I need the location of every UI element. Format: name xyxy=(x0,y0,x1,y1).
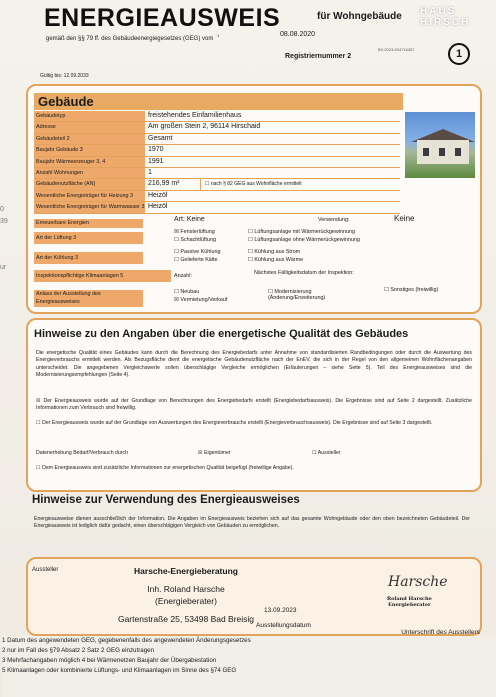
cooling-opt1: ☐ Passive Kühlung xyxy=(174,249,221,255)
building-photo xyxy=(405,112,475,178)
occasion-opt2: ☒ Vermietung/Verkauf xyxy=(174,297,228,303)
row-label: Gebäudetyp xyxy=(34,111,145,121)
row-label: Baujahr Wärmeerzeuger 3, 4 xyxy=(34,157,145,167)
ventilation-opt3: ☐ Lüftungsanlage mit Wärmerückgewinnung xyxy=(248,229,356,235)
document-title: ENERGIEAUSWEIS xyxy=(44,4,281,32)
issuer-name: Inh. Roland Harsche xyxy=(147,584,225,594)
occasion-opt3: ☐ Modernisierung (Änderung/Erweiterung) xyxy=(268,289,326,301)
table-row xyxy=(34,168,400,179)
issue-date: 13.09.2023 xyxy=(264,607,297,614)
renewable-use-value: Keine xyxy=(394,214,415,223)
row-value: Am großen Stein 2, 96114 Hirschaid xyxy=(148,123,261,131)
stamp-role: Energieberater xyxy=(388,602,431,608)
quality-hints-section xyxy=(26,318,482,492)
quality-hints-heading: Hinweise zu den Angaben über die energetische Qualität des Gebäudes xyxy=(34,328,409,340)
building-section xyxy=(26,84,482,314)
row-label: Adresse xyxy=(34,122,145,132)
usage-hints-heading: Hinweise zur Verwendung des Energieausweises xyxy=(32,494,300,506)
ventilation-opt1: ☒ Fensterlüftung xyxy=(174,229,215,235)
house-window xyxy=(439,148,445,156)
row-label: Wesentliche Energieträger für Warmwasser 3 xyxy=(34,202,145,212)
data-collection-label: Datenerhebung Bedarf/Verbrauch durch xyxy=(36,450,128,456)
data-owner: ☒ Eigentümer xyxy=(198,450,231,456)
house-window xyxy=(455,148,461,156)
table-row xyxy=(34,202,400,213)
watermark: HAUS HIRSCH xyxy=(420,6,471,28)
cooling-opt3: ☐ Kühlung aus Strom xyxy=(248,249,301,255)
footnote-item: 1 Datum des angewendeten GEG, gegebenenfalls des angewendeten Änderungsgesetzes xyxy=(2,637,251,644)
ventilation-opt2: ☐ Schachtlüftung xyxy=(174,237,216,243)
row-value: Gesamt xyxy=(148,134,173,142)
table-row xyxy=(34,134,400,145)
renewable-use-label: Verwendung: xyxy=(318,217,350,223)
option-consumption: ☐ Der Energieausweis wurde auf der Grundlage von Auswertungen des Energieverbrauchs erstellt (Energieverbrauchsausweis). Die Ergebnisse sind auf Seite 3 dargestellt. xyxy=(36,420,433,426)
occasion-label-text: Anlass der Ausstellung des Energieausweises xyxy=(36,291,101,305)
renewable-label: Erneuerbare Energien xyxy=(34,219,143,228)
registration-label: Registriernummer 2 xyxy=(285,53,352,60)
page-number-badge: 1 xyxy=(448,43,470,65)
signature-label: Unterschrift des Ausstellers xyxy=(401,629,480,636)
data-issuer: ☐ Aussteller xyxy=(312,450,341,456)
row-label: Gebäudenutzfläche (AN) xyxy=(34,179,145,189)
usage-hints-section xyxy=(26,488,478,555)
house-window xyxy=(423,148,429,156)
occasion-opt4: ☐ Sonstiges (freiwillig) xyxy=(384,287,439,293)
law-date: 08.08.2020 xyxy=(280,31,316,38)
issuer-company: Harsche-Energieberatung xyxy=(134,566,238,576)
cooling-opt2: ☐ Gelieferte Kälte xyxy=(174,257,218,263)
issuer-role: (Energieberater) xyxy=(155,596,217,606)
registration-number: BY-2023-004716357 xyxy=(378,47,415,52)
row-value xyxy=(145,179,400,189)
table-row xyxy=(34,179,400,190)
issuer-signature: Harsche xyxy=(388,574,448,590)
document-subtitle: für Wohngebäude xyxy=(317,11,402,22)
inspection-next: Nächstes Fälligkeitsdatum der Inspektion: xyxy=(254,270,354,276)
edge-mark: 0 xyxy=(0,206,4,213)
row-label: Anzahl Wohnungen xyxy=(34,168,145,178)
inspection-count: Anzahl: xyxy=(174,273,192,279)
issuer-stamp xyxy=(387,596,432,608)
table-row xyxy=(34,191,400,202)
row-label: Gebäudeteil 2 xyxy=(34,134,145,144)
inspection-label: Inspektionspflichtige Klimaanlagen 5 xyxy=(34,270,171,282)
footnote-item: 3 Mehrfachangaben möglich 4 bei Wärmenetzen Baujahr der Übergabestation xyxy=(2,657,217,664)
option-demand: ☒ Der Energieausweis wurde auf der Grundlage von Berechnungen des Energiebedarfs erstellt (Energiebedarfsausweis). Die Ergebnisse sind auf Seite 2 dargestellt. Zusätzliche Informationen zum Verbrauch sind freiwillig. xyxy=(36,398,472,412)
row-value: 1 xyxy=(148,168,152,176)
usage-hints-paragraph: Energieausweise dienen ausschließlich der Information. Die Angaben im Energieausweis beziehen sich auf das gesamte Wohngebäude oder den oben bezeichneten Gebäudeteil. Der Energieausweis ist lediglich dafür gedacht, einen überschlägigen Vergleich von Gebäuden zu ermöglichen. xyxy=(34,516,470,530)
issuer-label: Aussteller xyxy=(32,567,59,573)
stamp-name: Roland Harsche xyxy=(387,596,432,602)
law-text: gemäß den §§ 79 ff. des Gebäudeenergiegesetzes (GEG) vom xyxy=(46,36,214,42)
row-value: freistehendes Einfamilienhaus xyxy=(148,112,242,119)
law-reference xyxy=(46,33,219,42)
footnote-item: 5 Klimaanlagen oder kombinierte Lüftungs- und Klimaanlagen im Sinne des §74 GEG xyxy=(2,667,237,674)
house-wall xyxy=(417,140,469,164)
footnote-item: 2 nur im Fall des §79 Absatz 2 Satz 2 GEG einzutragen xyxy=(2,647,155,654)
area-value: 216,99 m² xyxy=(148,179,201,189)
occasion-label xyxy=(34,290,143,307)
cooling-label: Art der Kühlung 3 xyxy=(34,252,143,264)
row-value: 1970 xyxy=(148,146,164,154)
valid-until: Gültig bis: 12.09.2033 xyxy=(40,73,89,79)
table-row xyxy=(34,145,400,156)
row-value: Heizöl xyxy=(148,203,168,211)
table-row xyxy=(34,111,400,122)
issue-date-label: Ausstellungsdatum xyxy=(256,622,311,629)
cooling-opt4: ☐ Kühlung aus Wärme xyxy=(248,257,304,263)
table-row xyxy=(34,157,400,168)
table-row xyxy=(34,122,400,133)
quality-hints-paragraph: Die energetische Qualität eines Gebäudes kann durch die Berechnung des Energiebedarfs unter Annahme von standardisierten Randbedingungen oder durch die Auswertung des Energieverbrauchs ermittelt werden. Als Bezugsfläche dient die energetische Gebäudenutzfläche nach der EnEV, die sich in der Regel von den allgemeinen Wohnflächenangaben unterscheidet. Die angegebenen Vergleichswerte sollen überschlägige Vergleiche ermöglichen (Erläuterungen – siehe Seite 5). Teil des Energieausweises sind die Modernisierungsempfehlungen (Seite 4). xyxy=(36,350,472,378)
row-label: Baujahr Gebäude 3 xyxy=(34,145,145,155)
area-note: ☐ nach § 82 GEG aus Wohnfläche ermittelt xyxy=(205,181,302,188)
row-label: Wesentliche Energieträger für Heizung 3 xyxy=(34,191,145,201)
attachment-note: ☐ Dem Energieausweis sind zusätzliche Informationen zur energetischen Qualität beigefügt (freiwillige Angabe). xyxy=(36,465,294,471)
row-value: Heizöl xyxy=(148,191,168,199)
building-table xyxy=(34,111,400,214)
row-value: 1991 xyxy=(148,157,164,165)
law-footnote: 1 xyxy=(217,33,220,38)
footnotes xyxy=(2,636,496,697)
edge-mark: ur xyxy=(0,264,7,271)
occasion-opt1: ☐ Neubau xyxy=(174,289,200,295)
building-heading: Gebäude xyxy=(34,93,403,110)
renewable-art: Art: Keine xyxy=(174,216,205,223)
ventilation-opt4: ☐ Lüftungsanlage ohne Wärmerückgewinnung xyxy=(248,237,360,243)
ventilation-label: Art der Lüftung 3 xyxy=(34,232,143,244)
issuer-address: Gartenstraße 25, 53498 Bad Breisig xyxy=(117,614,255,624)
edge-mark: 39 xyxy=(0,218,8,225)
